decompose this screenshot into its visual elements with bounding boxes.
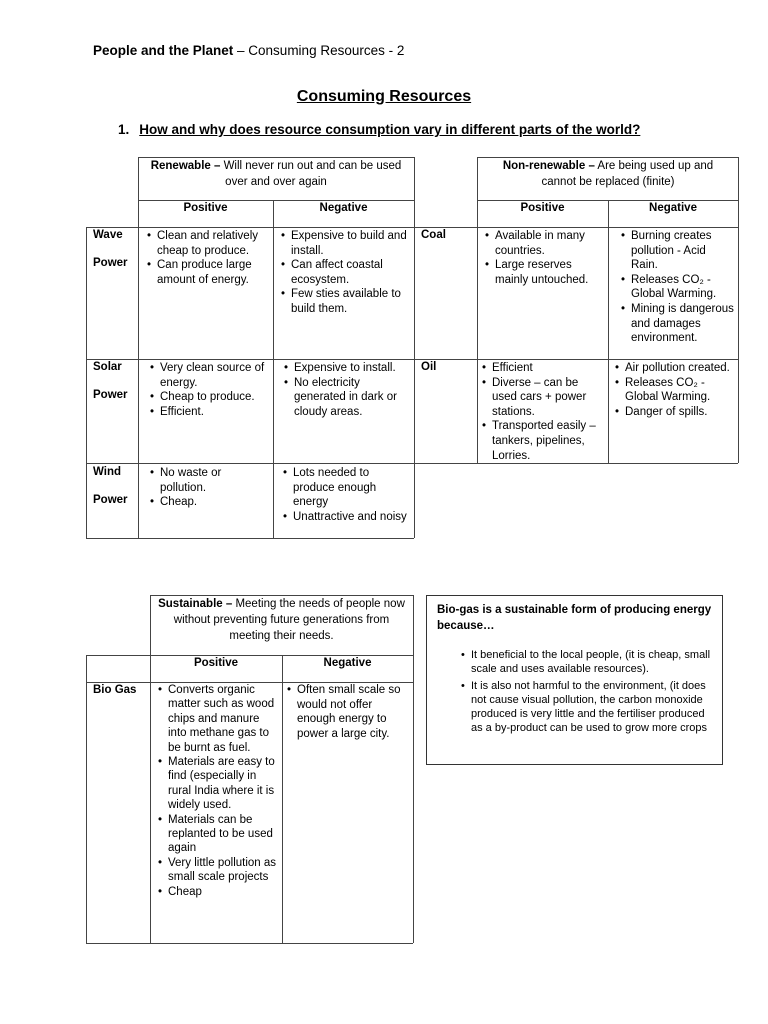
- row-label-coal: Coal: [421, 229, 446, 241]
- sustainable-heading-text: Meeting the needs of people now without preventing future generations from meeting their needs.: [173, 598, 405, 642]
- row-label-biogas: Bio Gas: [93, 684, 137, 696]
- renewable-col-positive: Positive: [183, 202, 228, 214]
- row-label-wave: [93, 228, 128, 270]
- coal-positive-list: [485, 229, 604, 287]
- list-item: • Diverse – can be used cars + power stations.: [482, 376, 604, 420]
- list-item: • No waste or pollution.: [150, 466, 269, 495]
- renewable-col-negative: Negative: [319, 202, 368, 214]
- biogas-explanation-box: [426, 595, 723, 765]
- list-item: • Burning creates pollution - Acid Rain.: [621, 229, 735, 273]
- list-item: • No electricity generated in dark or cloudy areas.: [284, 376, 409, 420]
- page-title: Consuming Resources: [296, 88, 472, 105]
- list-item: • Cheap to produce.: [150, 390, 269, 405]
- list-item: • Efficient.: [150, 405, 269, 420]
- coal-negative-list: [621, 229, 735, 346]
- biogas-box-list: [461, 648, 717, 735]
- header-bold: People and the Planet: [93, 43, 234, 58]
- biogas-positive-list: [158, 683, 278, 899]
- list-item: • Lots needed to produce enough energy: [283, 466, 409, 510]
- list-item: • Very clean source of energy.: [150, 361, 269, 390]
- row-label-line2: Power: [93, 389, 128, 401]
- row-label-line2: Power: [93, 257, 128, 269]
- list-item: • It is also not harmful to the environment, (it does not cause visual pollution, the carbon monoxide produced is very little and the fertiliser produced as a by-product can be used to grow more crops: [461, 679, 717, 735]
- nonrenewable-col-positive: Positive: [520, 202, 565, 214]
- list-item: • Transported easily – tankers, pipelines, Lorries.: [482, 419, 604, 463]
- wave-positive-list: [147, 229, 269, 287]
- oil-positive-list: [482, 361, 604, 463]
- question-number: 1.: [118, 122, 130, 137]
- solar-positive-list: [150, 361, 269, 419]
- wind-negative-list: [283, 466, 409, 524]
- sustainable-heading: [154, 596, 409, 644]
- row-label-line1: Solar: [93, 361, 122, 373]
- list-item: • Efficient: [482, 361, 604, 376]
- oil-negative-list: [615, 361, 735, 419]
- list-item: • Mining is dangerous and damages environment.: [621, 302, 735, 346]
- list-item: • Few sties available to build them.: [281, 287, 409, 316]
- solar-negative-list: [284, 361, 409, 419]
- row-label-oil: Oil: [421, 361, 437, 373]
- row-label-line1: Wind: [93, 466, 121, 478]
- wave-negative-list: [281, 229, 409, 317]
- nonrenewable-col-negative: Negative: [649, 202, 697, 214]
- header-rest: – Consuming Resources - 2: [233, 43, 405, 58]
- list-item: • Converts organic matter such as wood chips and manure into methane gas to be burnt as fuel.: [158, 683, 278, 755]
- list-item: • Releases CO₂ - Global Warming.: [621, 273, 735, 302]
- list-item: • Cheap: [158, 885, 278, 899]
- renewable-heading-text: Will never run out and can be used over and over again: [220, 160, 402, 188]
- biogas-box-title: Bio-gas is a sustainable form of producing energy because…: [437, 604, 712, 632]
- list-item: • Materials are easy to find (especially in rural India where it is widely used.: [158, 755, 278, 813]
- list-item: • It beneficial to the local people, (it is cheap, small scale and uses available resources).: [461, 648, 717, 676]
- list-item: • Danger of spills.: [615, 405, 735, 420]
- renewable-heading: [145, 158, 407, 190]
- row-label-solar: [93, 360, 128, 402]
- row-label-line2: Power: [93, 494, 128, 506]
- list-item: • Cheap.: [150, 495, 269, 510]
- list-item: • Can produce large amount of energy.: [147, 258, 269, 287]
- row-label-wind: [93, 465, 128, 507]
- row-label-line1: Wave: [93, 229, 123, 241]
- sustainable-col-positive: Positive: [193, 657, 239, 669]
- nonrenewable-heading-bold: Non-renewable –: [502, 160, 595, 172]
- list-item: • Very little pollution as small scale projects: [158, 856, 278, 885]
- list-item: • Expensive to build and install.: [281, 229, 409, 258]
- list-item: • Available in many countries.: [485, 229, 604, 258]
- nonrenewable-heading: [484, 158, 732, 190]
- list-item: • Often small scale so would not offer enough energy to power a large city.: [287, 683, 409, 741]
- list-item: • Clean and relatively cheap to produce.: [147, 229, 269, 258]
- renewable-heading-bold: Renewable –: [150, 160, 221, 172]
- question: [118, 122, 640, 137]
- list-item: • Releases CO₂ - Global Warming.: [615, 376, 735, 405]
- list-item: • Materials can be replanted to be used again: [158, 813, 278, 856]
- list-item: • Expensive to install.: [284, 361, 409, 376]
- sustainable-heading-bold: Sustainable –: [158, 598, 233, 610]
- wind-positive-list: [150, 466, 269, 510]
- nonrenewable-heading-text: Are being used up and cannot be replaced (finite): [541, 160, 714, 188]
- biogas-negative-list: [287, 683, 409, 741]
- sustainable-col-negative: Negative: [323, 657, 372, 669]
- list-item: • Air pollution created.: [615, 361, 735, 376]
- list-item: • Can affect coastal ecosystem.: [281, 258, 409, 287]
- list-item: • Large reserves mainly untouched.: [485, 258, 604, 287]
- list-item: • Unattractive and noisy: [283, 510, 409, 525]
- question-text: How and why does resource consumption vary in different parts of the world?: [139, 122, 641, 137]
- document-header: [93, 43, 404, 58]
